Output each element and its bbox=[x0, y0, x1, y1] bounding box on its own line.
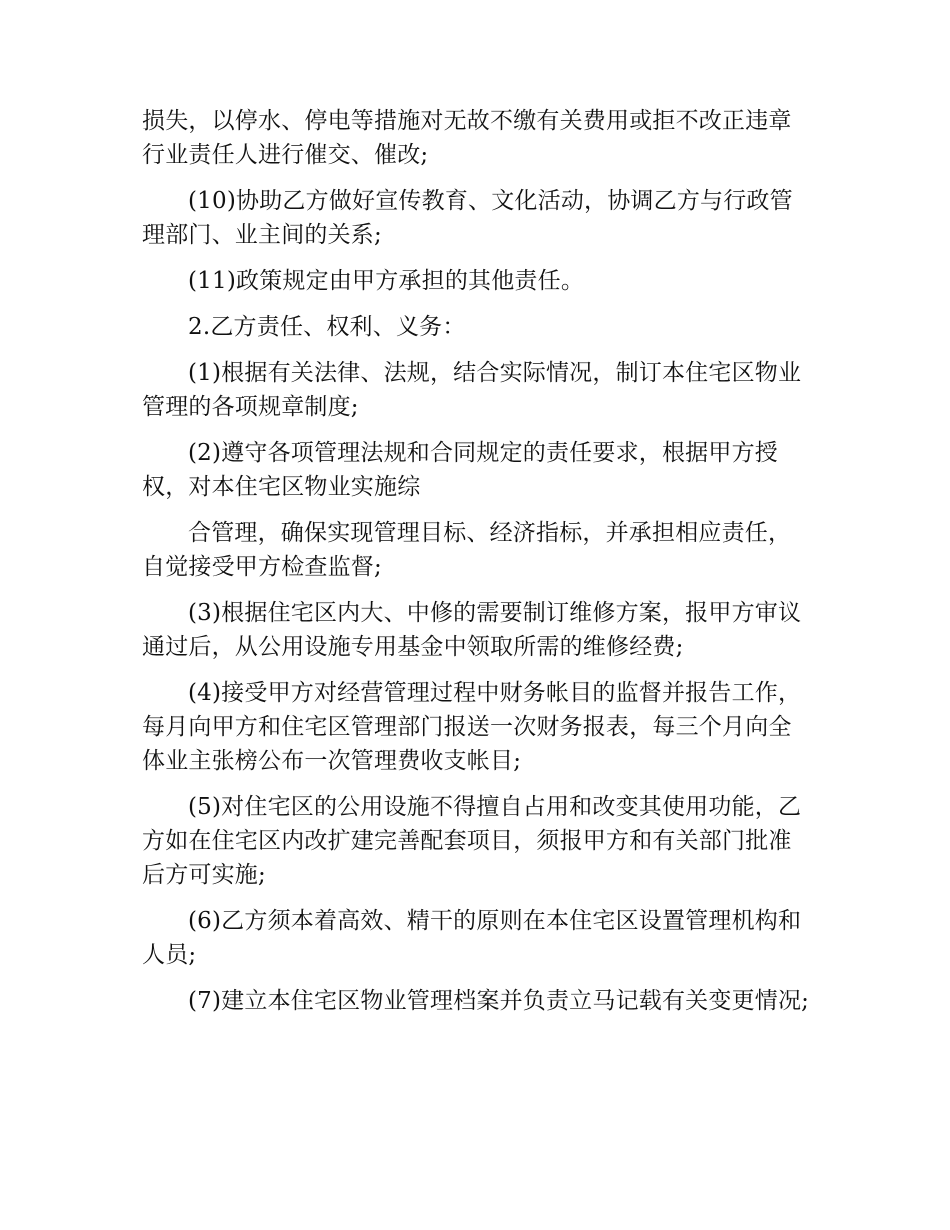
paragraph-item-11: (11)政策规定由甲方承担的其他责任。 bbox=[188, 268, 585, 294]
paragraph-item-3: (3)根据住宅区内大、中修的需要制订维修方案，报甲方审议通过后，从公用设施专用基金中领取所需的维修经费; bbox=[142, 600, 802, 660]
paragraph-item-7: (7)建立本住宅区物业管理档案并负责立马记载有关变更情况; bbox=[188, 988, 810, 1014]
paragraph-item-1: (1)根据有关法律、法规，结合实际情况，制订本住宅区物业管理的各项规章制度; bbox=[142, 360, 802, 420]
paragraph-item-10: (10)协助乙方做好宣传教育、文化活动，协调乙方与行政管理部门、业主间的关系; bbox=[142, 188, 793, 248]
paragraph-item-2: (2)遵守各项管理法规和合同规定的责任要求，根据甲方授权，对本住宅区物业实施综 bbox=[142, 440, 778, 500]
paragraph-item-4: (4)接受甲方对经营管理过程中财务帐目的监督并报告工作，每月向甲方和住宅区管理部门报送一次财务报表，每三个月向全体业主张榜公布一次管理费收支帐目; bbox=[142, 680, 802, 774]
section-heading-2: 2.乙方责任、权利、义务： bbox=[188, 314, 466, 340]
paragraph-item-5: (5)对住宅区的公用设施不得擅自占用和改变其使用功能，乙方如在住宅区内改扩建完善配套项目，须报甲方和有关部门批准后方可实施; bbox=[142, 794, 802, 888]
paragraph-item-6: (6)乙方须本着高效、精干的原则在本住宅区设置管理机构和人员; bbox=[142, 908, 802, 968]
document-body bbox=[142, 104, 814, 1030]
paragraph-continuation: 损失，以停水、停电等措施对无故不缴有关费用或拒不改正违章行业责任人进行催交、催改; bbox=[142, 108, 792, 168]
paragraph-item-2-continued: 合管理，确保实现管理目标、经济指标，并承担相应责任，自觉接受甲方检查监督; bbox=[142, 520, 792, 580]
